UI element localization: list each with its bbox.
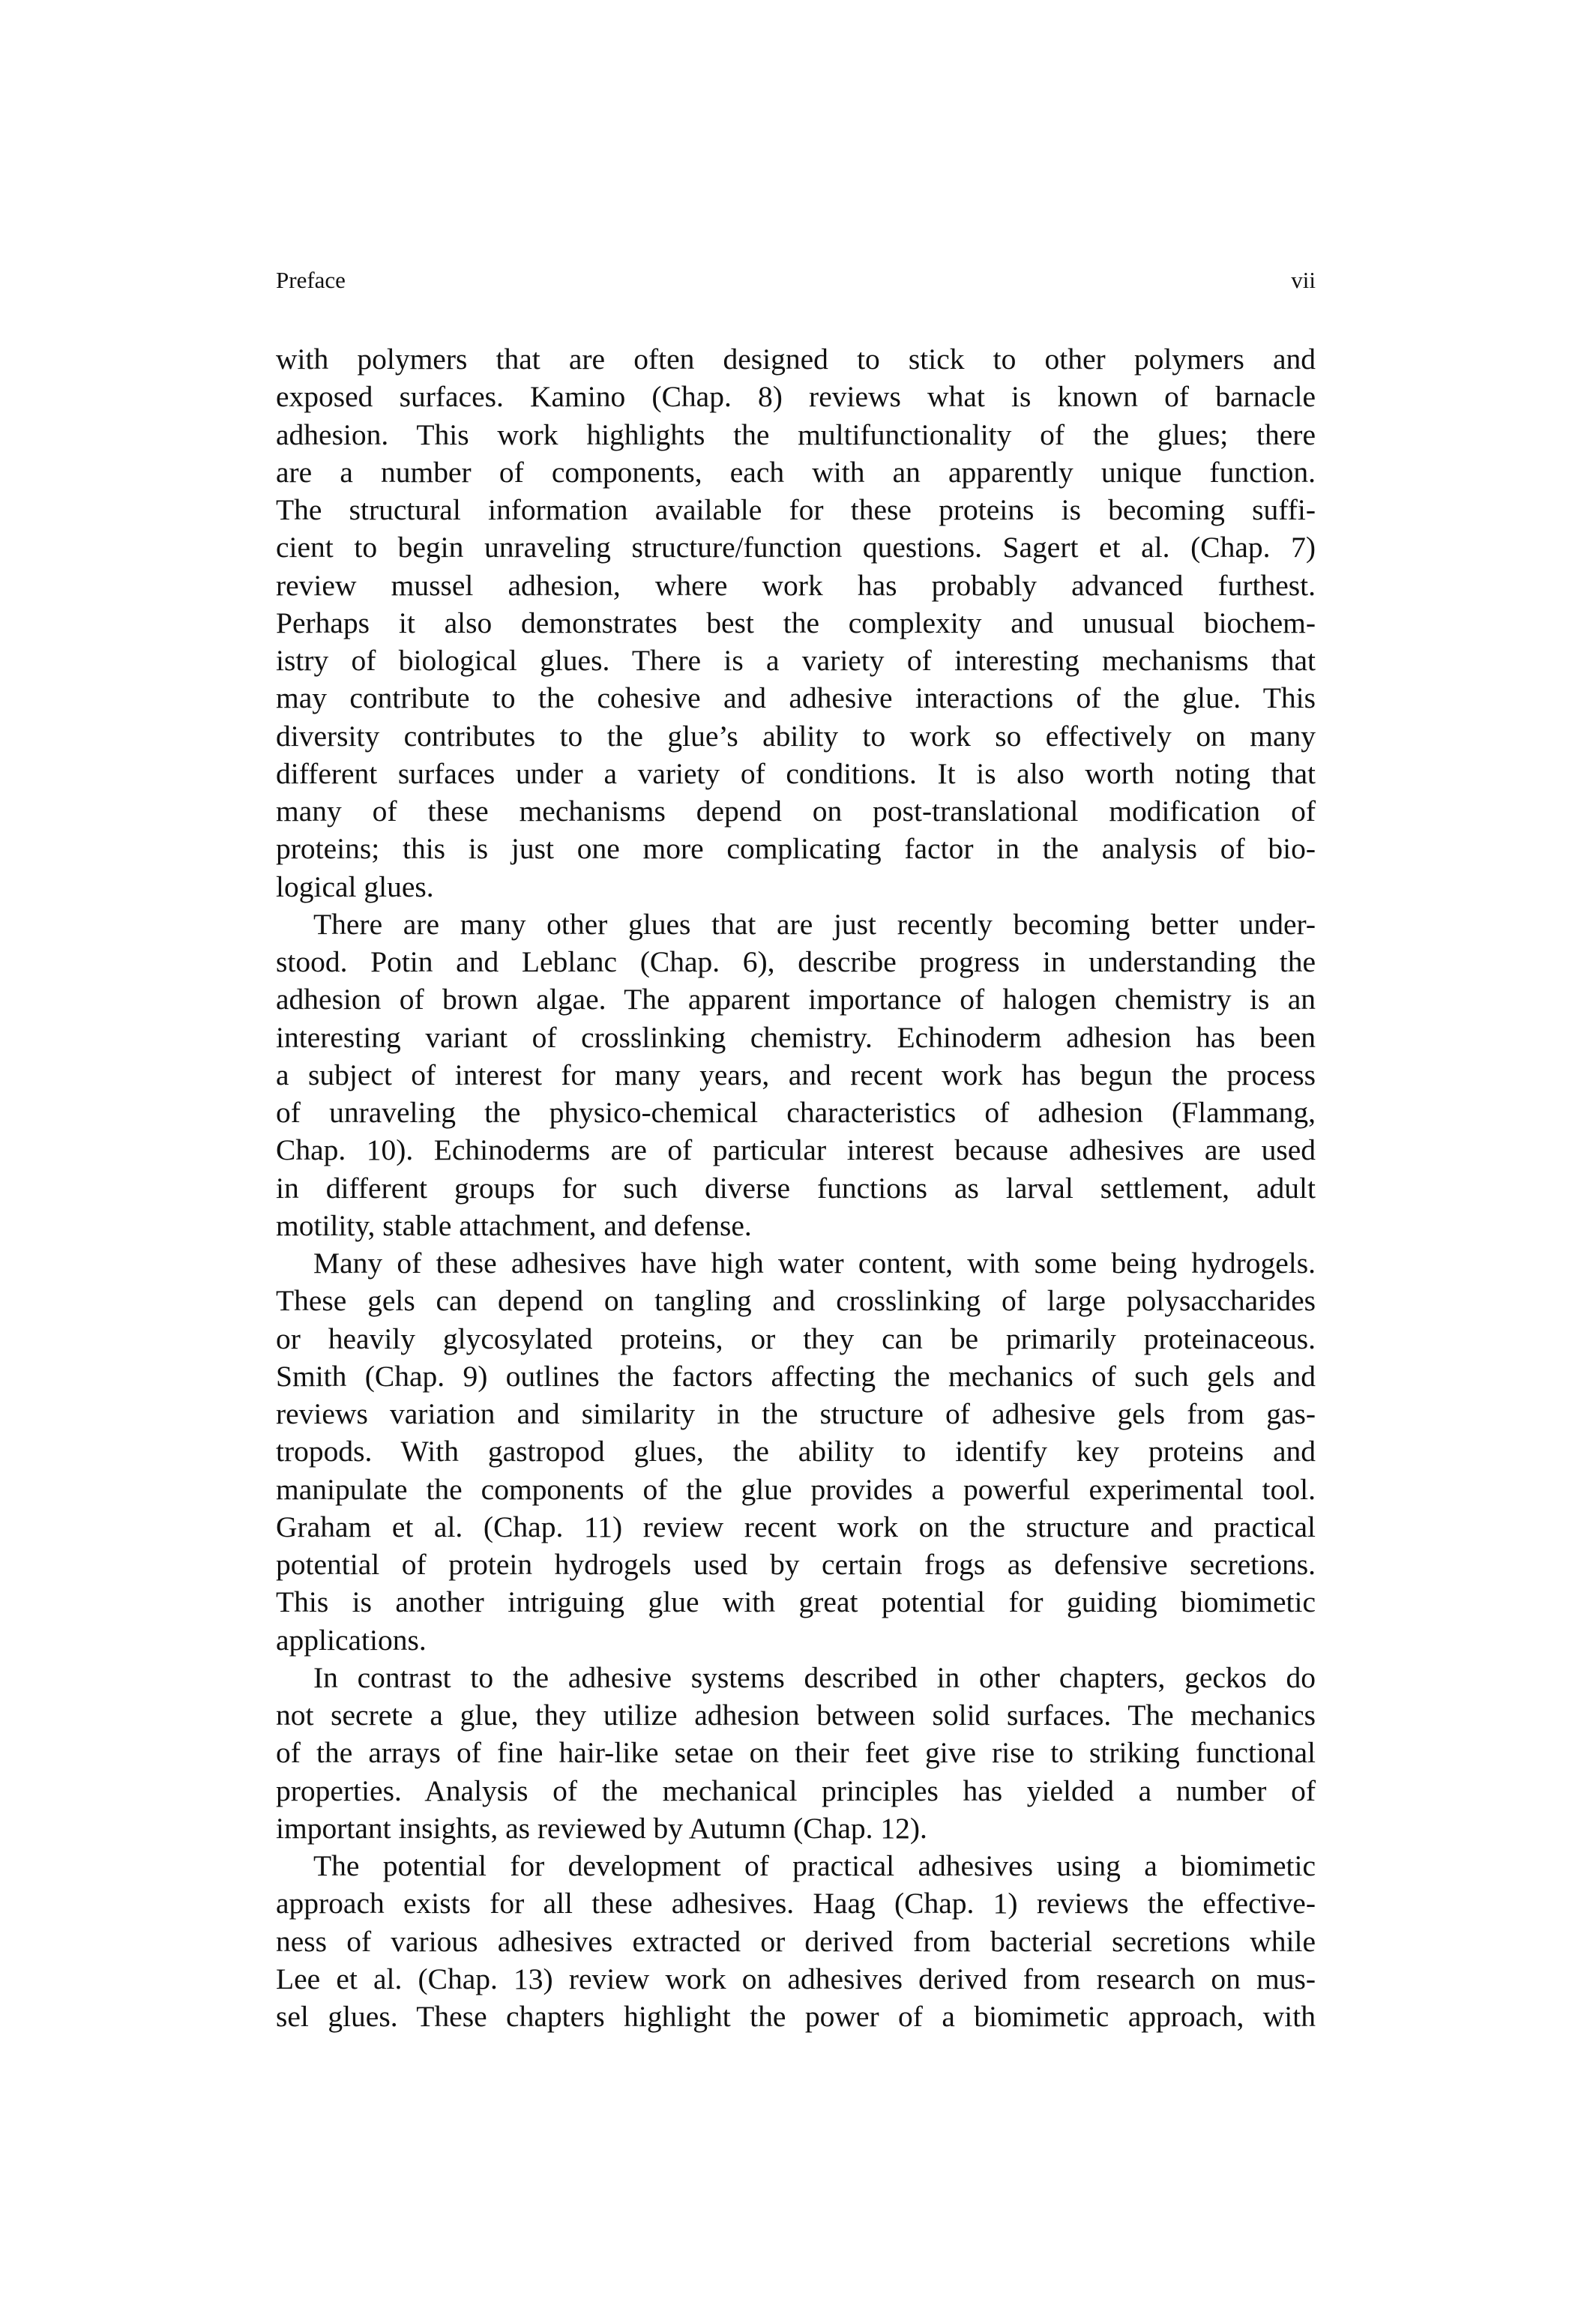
text-line: adhesion. This work highlights the multifunctionality of the glues; there	[276, 418, 1316, 451]
text-line: reviews variation and similarity in the structure of adhesive gels from gas-	[276, 1397, 1316, 1430]
text-line: diversity contributes to the glue’s ability to work so effectively on many	[276, 719, 1316, 753]
text-line: review mussel adhesion, where work has probably advanced furthest.	[276, 568, 1316, 602]
text-line: approach exists for all these adhesives. Haag (Chap. 1) reviews the effective-	[276, 1887, 1316, 1920]
text-line: Graham et al. (Chap. 11) review recent work on the structure and practical	[276, 1510, 1316, 1543]
text-line: adhesion of brown algae. The apparent importance of halogen chemistry is an	[276, 983, 1316, 1016]
text-line: ness of various adhesives extracted or derived from bacterial secretions while	[276, 1924, 1316, 1958]
text-line: of the arrays of fine hair-like setae on their feet give rise to striking functional	[276, 1736, 1316, 1770]
text-line: with polymers that are often designed to stick to other polymers and	[276, 343, 1316, 376]
text-line: This is another intriguing glue with great potential for guiding biomimetic	[276, 1585, 1316, 1619]
section-title: Preface	[276, 267, 346, 293]
text-line: The structural information available for these proteins is becoming suffi-	[276, 493, 1316, 526]
text-line: in different groups for such diverse functions as larval settlement, adult	[276, 1171, 1316, 1205]
text-line: of unraveling the physico-chemical characteristics of adhesion (Flammang,	[276, 1096, 1316, 1129]
text-line: important insights, as reviewed by Autumn (Chap. 12).	[276, 1811, 927, 1845]
text-line: a subject of interest for many years, and recent work has begun the process	[276, 1058, 1316, 1091]
text-line: motility, stable attachment, and defense.	[276, 1208, 752, 1242]
text-line: tropods. With gastropod glues, the ability to identify key proteins and	[276, 1435, 1316, 1468]
text-line: Perhaps it also demonstrates best the complexity and unusual biochem-	[276, 606, 1316, 639]
text-line: potential of protein hydrogels used by certain frogs as defensive secretions.	[276, 1548, 1316, 1581]
paragraph	[276, 1659, 1316, 1847]
text-line: different surfaces under a variety of conditions. It is also worth noting that	[276, 756, 1316, 790]
text-line: cient to begin unraveling structure/function questions. Sagert et al. (Chap. 7)	[276, 531, 1316, 564]
text-line: are a number of components, each with an apparently unique function.	[276, 455, 1316, 489]
text-line: proteins; this is just one more complicating factor in the analysis of bio-	[276, 832, 1316, 866]
text-line: stood. Potin and Leblanc (Chap. 6), describe progress in understanding the	[276, 945, 1316, 978]
text-line: interesting variant of crosslinking chemistry. Echinoderm adhesion has been	[276, 1020, 1316, 1054]
text-line: sel glues. These chapters highlight the power of a biomimetic approach, with	[276, 2000, 1316, 2033]
text-line: Smith (Chap. 9) outlines the factors affecting the mechanics of such gels and	[276, 1359, 1316, 1393]
text-line: logical glues.	[276, 870, 434, 903]
text-line: or heavily glycosylated proteins, or they can be primarily proteinaceous.	[276, 1322, 1316, 1355]
paragraph	[276, 1847, 1316, 2035]
text-line: manipulate the components of the glue provides a powerful experimental tool.	[276, 1472, 1316, 1506]
paragraph	[276, 340, 1316, 906]
text-line: exposed surfaces. Kamino (Chap. 8) reviews what is known of barnacle	[276, 380, 1316, 414]
text-line: many of these mechanisms depend on post-translational modification of	[276, 795, 1316, 828]
text-line: These gels can depend on tangling and crosslinking of large polysaccharides	[276, 1284, 1316, 1318]
text-line: applications.	[276, 1623, 427, 1657]
text-line: istry of biological glues. There is a variety of interesting mechanisms that	[276, 644, 1316, 677]
text-line: properties. Analysis of the mechanical principles has yielded a number of	[276, 1774, 1316, 1807]
text-line: Chap. 10). Echinoderms are of particular interest because adhesives are used	[276, 1133, 1316, 1167]
text-line: Lee et al. (Chap. 13) review work on adhesives derived from research on mus-	[276, 1962, 1316, 1995]
text-line: Many of these adhesives have high water content, with some being hydrogels.	[313, 1247, 1316, 1280]
paragraph	[276, 1244, 1316, 1659]
paragraph	[276, 906, 1316, 1244]
text-line: may contribute to the cohesive and adhesive interactions of the glue. This	[276, 681, 1316, 715]
text-line: There are many other glues that are just recently becoming better under-	[313, 907, 1316, 941]
running-head	[276, 267, 1316, 300]
body-text	[276, 340, 1316, 2035]
text-line: The potential for development of practical adhesives using a biomimetic	[313, 1849, 1316, 1882]
text-line: In contrast to the adhesive systems described in other chapters, geckos do	[313, 1660, 1316, 1694]
text-line: not secrete a glue, they utilize adhesion between solid surfaces. The mechanics	[276, 1699, 1316, 1732]
page-number: vii	[1291, 267, 1316, 293]
